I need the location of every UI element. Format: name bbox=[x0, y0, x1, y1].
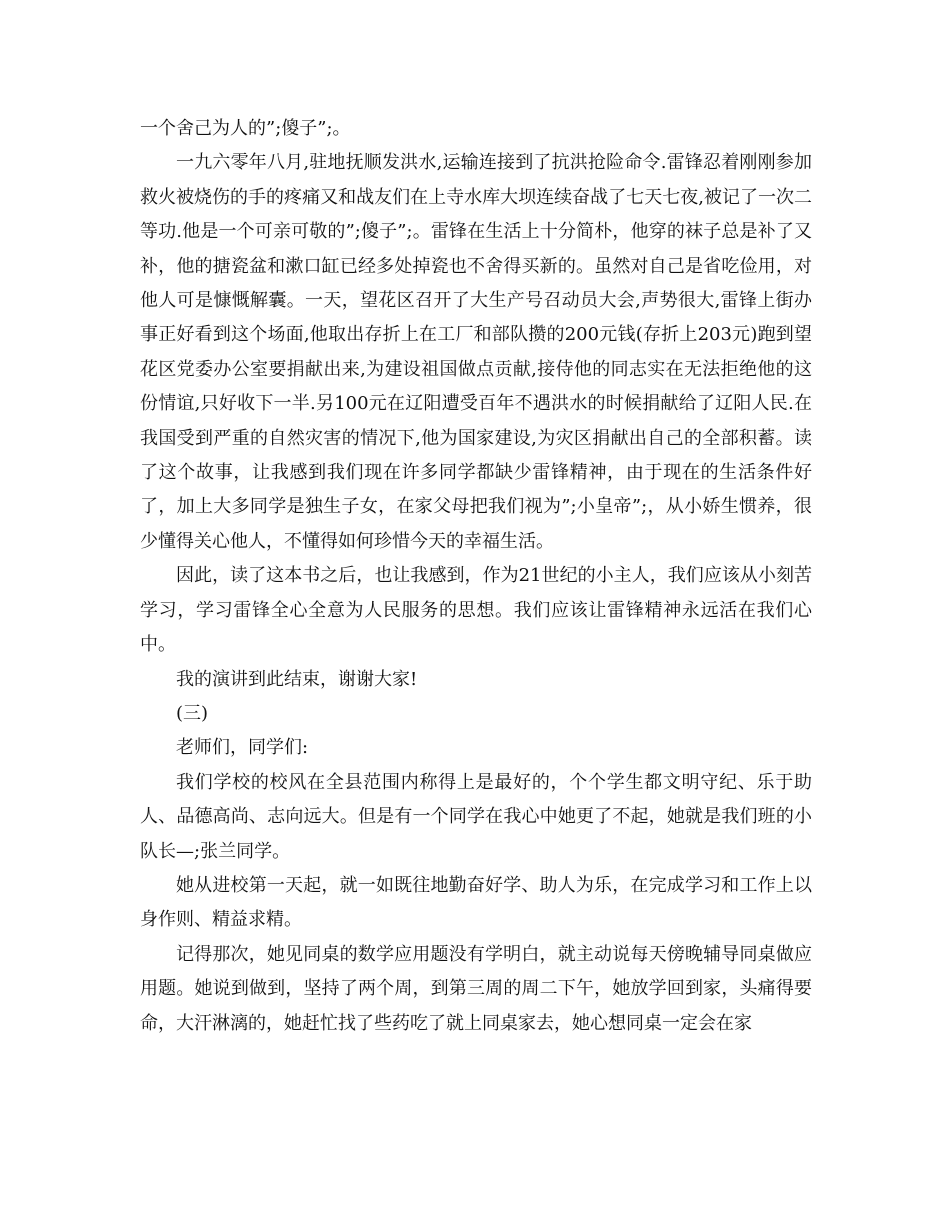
paragraph-1: 一个舍己为人的”;傻子”;。 bbox=[140, 118, 351, 139]
paragraph-2: 一九六零年八月,驻地抚顺发洪水,运输连接到了抗洪抢险命令.雷锋忍着刚刚参加救火被烧伤的手的疼痛又和战友们在上寺水库大坝连续奋战了七天七夜,被记了一次二等功.他是一个可亲可敬的”;傻子”;。雷锋在生活上十分简朴，他穿的袜子总是补了又补，他的搪瓷盆和漱口缸已经多处掉瓷也不舍得买新的。虽然对自己是省吃俭用，对他人可是慷慨解囊。一天，望花区召开了大生产号召动员大会,声势很大,雷锋上街办事正好看到这个场面,他取出存折上在工厂和部队攒的200元钱(存折上203元)跑到望花区党委办公室要捐献出来,为建设祖国做点贡献,接侍他的同志实在无法拒绝他的这份情谊,只好收下一半.另100元在辽阳遭受百年不遇洪水的时候捐献给了辽阳人民.在我国受到严重的自然灾害的情况下,他为国家建设,为灾区捐献出自己的全部积蓄。读了这个故事，让我感到我们现在许多同学都缺少雷锋精神，由于现在的生活条件好了，加上大多同学是独生子女，在家父母把我们视为”;小皇帝”;，从小娇生惯养，很少懂得关心他人，不懂得如何珍惜今天的幸福生活。 bbox=[140, 152, 812, 552]
paragraph-9: 记得那次，她见同桌的数学应用题没有学明白，就主动说每天傍晚辅导同桌做应用题。她说到做到，坚持了两个周，到第三周的周二下午，她放学回到家，头痛得要命，大汗淋漓的，她赶忙找了些药吃了就上同桌家去，她心想同桌一定会在家 bbox=[140, 943, 812, 1034]
section-marker: (三) bbox=[176, 702, 209, 724]
paragraph-3: 因此，读了这本书之后，也让我感到，作为21世纪的小主人，我们应该从小刻苦学习，学习雷锋全心全意为人民服务的思想。我们应该让雷锋精神永远活在我们心中。 bbox=[140, 565, 812, 656]
paragraph-8: 她从进校第一天起，就一如既往地勤奋好学、助人为乐，在完成学习和工作上以身作则、精益求精。 bbox=[140, 874, 812, 931]
paragraph-4: 我的演讲到此结束，谢谢大家! bbox=[176, 668, 418, 690]
paragraph-7: 我们学校的校风在全县范围内称得上是最好的，个个学生都文明守纪、乐于助人、品德高尚、志向远大。但是有一个同学在我心中她更了不起，她就是我们班的小队长—;张兰同学。 bbox=[140, 771, 812, 862]
document-body bbox=[140, 112, 812, 1041]
salutation: 老师们，同学们: bbox=[176, 737, 309, 759]
